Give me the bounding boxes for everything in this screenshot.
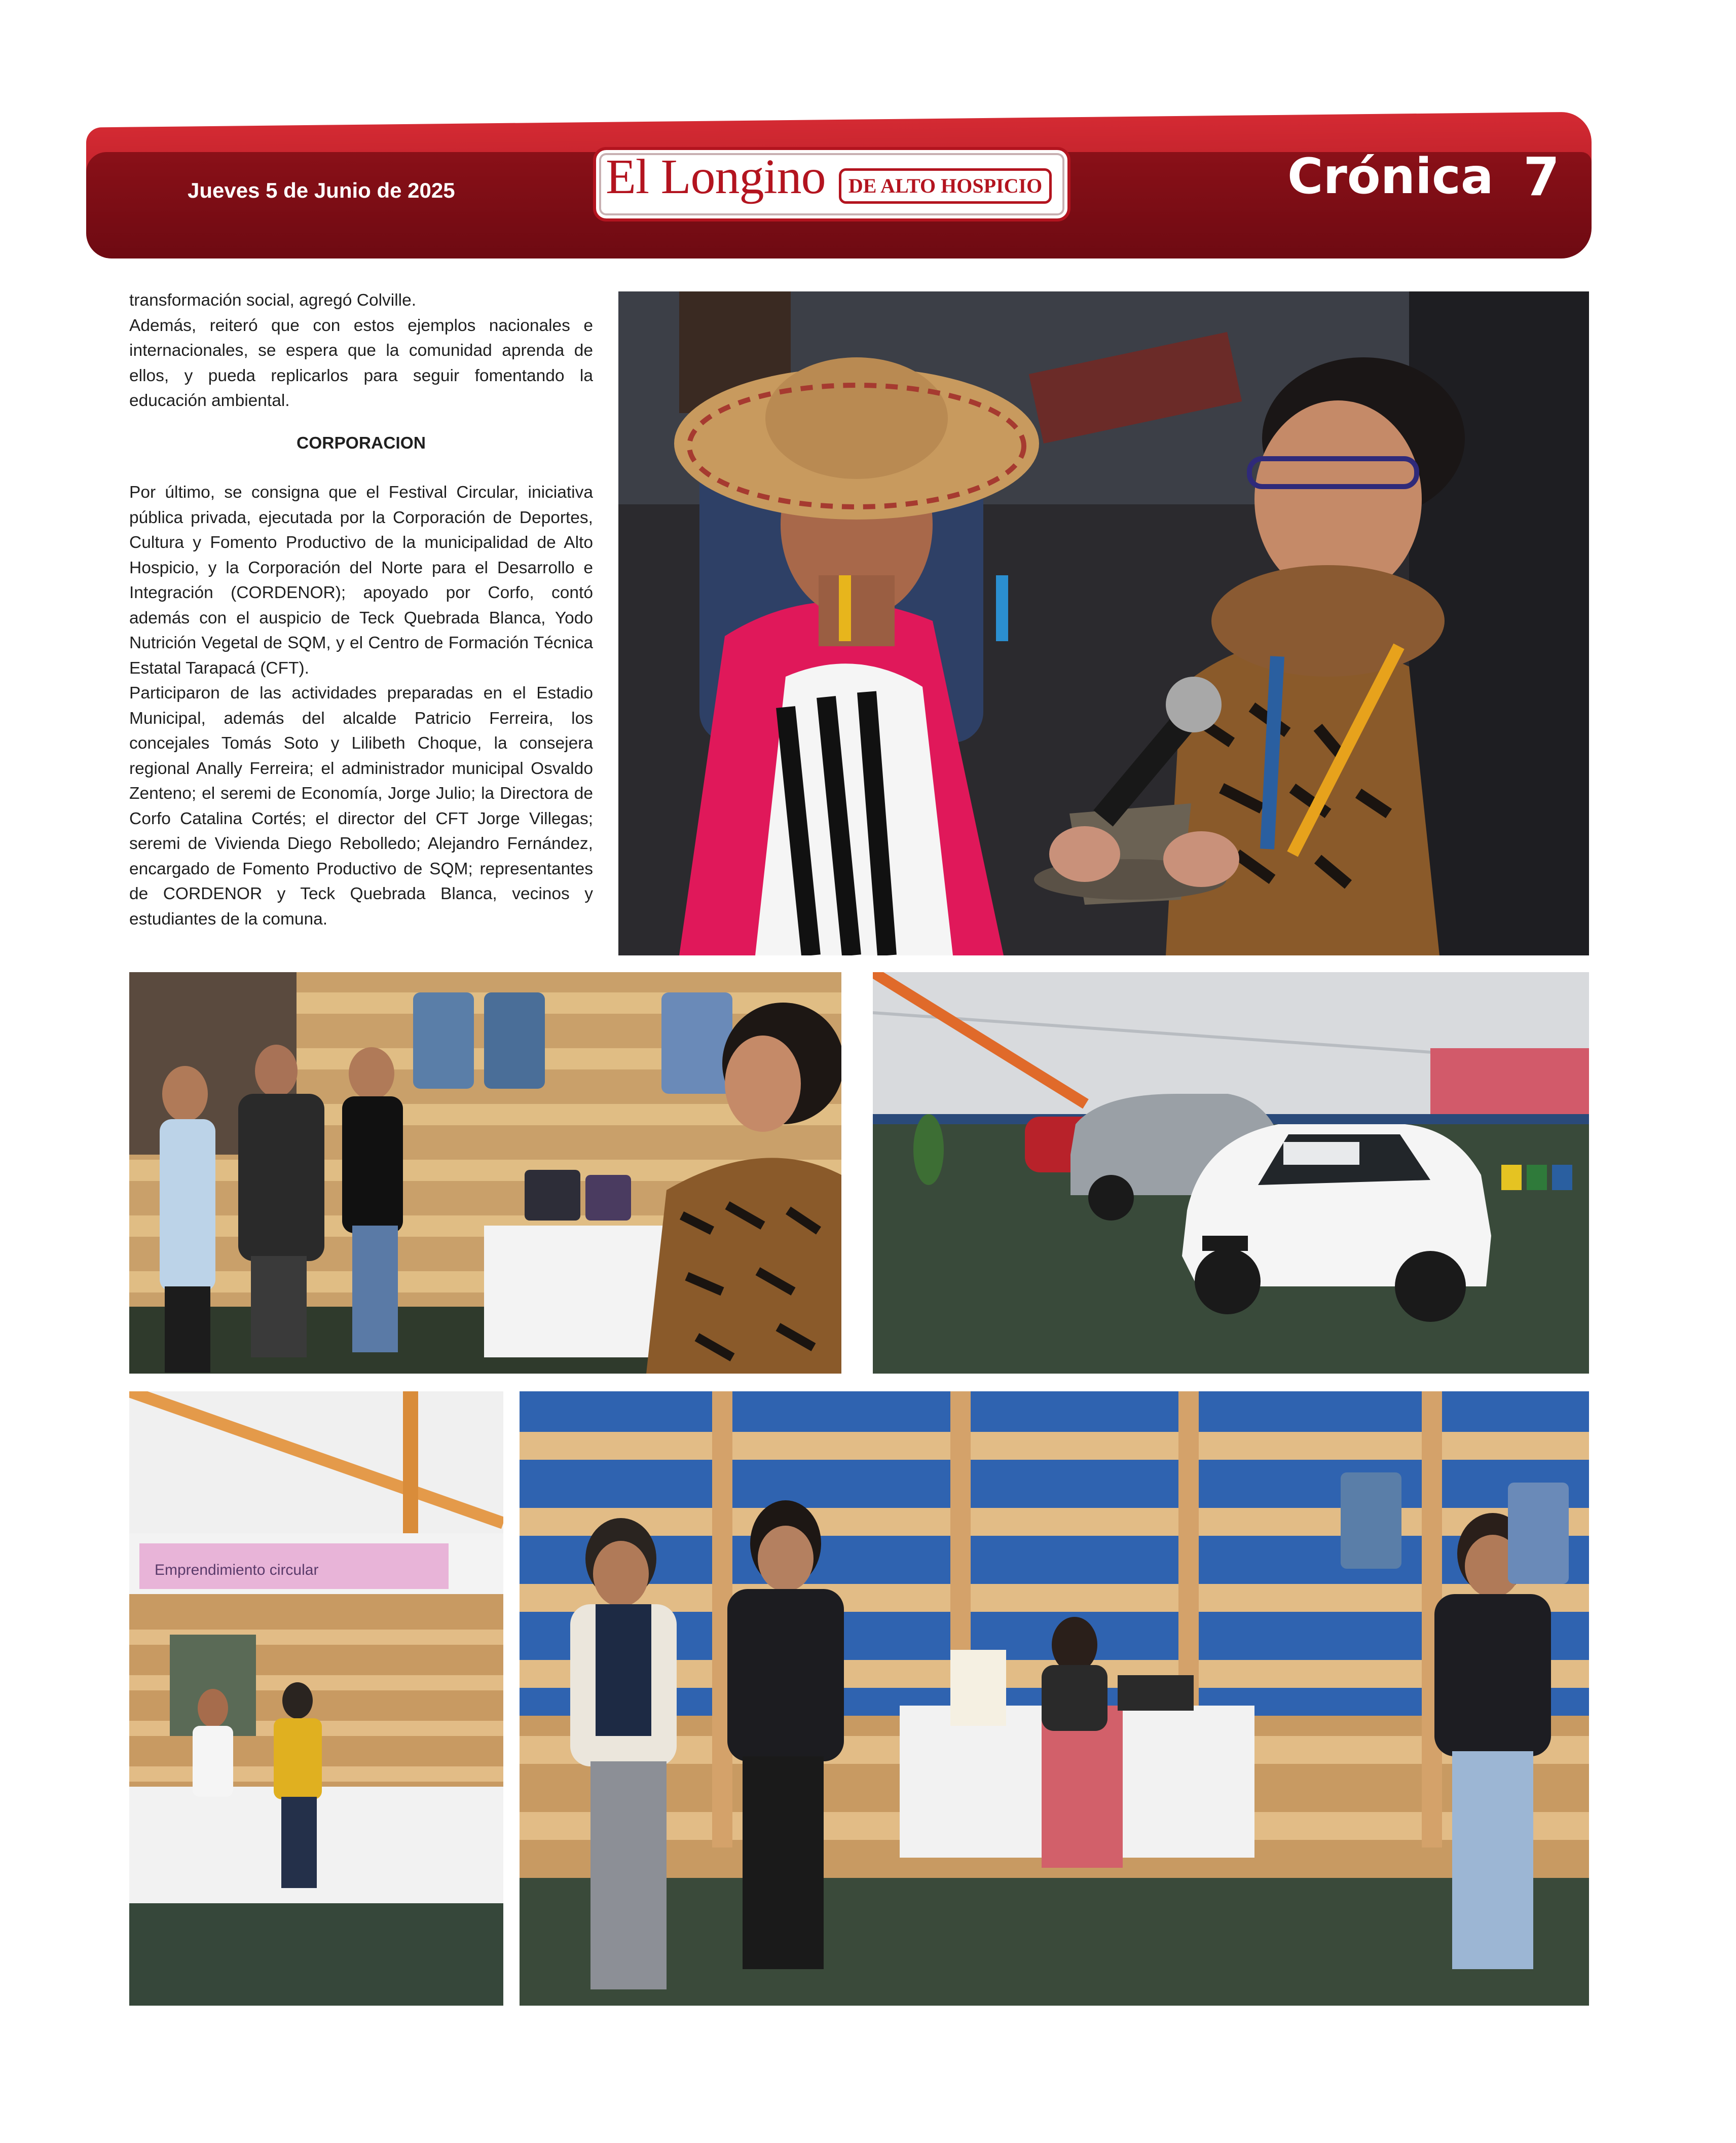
logo-subtitle: DE ALTO HOSPICIO xyxy=(839,168,1052,204)
photo-craft-stand xyxy=(129,972,841,1374)
photo-stand-team xyxy=(520,1391,1589,2006)
issue-date: Jueves 5 de Junio de 2025 xyxy=(188,178,455,202)
article-paragraph: Por último, se consigna que el Festival Circular, iniciativa pública privada, ejecutada por la Corporación de Deportes, Cultura y Fomento Productivo de la municipalidad de Alto Hospicio, y la Corporación del Norte para el Desarrollo e Integración (CORDENOR); apoyado por Corfo, contó además con el auspicio de Teck Quebrada Blanca, Yodo Nutrición Vegetal de SQM, y el Centro de Formación Técnica Estatal Tarapacá (CFT). xyxy=(129,483,593,678)
photo-tent-area xyxy=(129,1391,503,2006)
page-number: 7 xyxy=(1523,146,1560,208)
article-paragraph: Participaron de las actividades preparadas en el Estadio Municipal, además del alcalde Patricio Ferreira, los concejales Tomás Soto y Lilibeth Choque, la consejera regional Anally Ferreira; el administrador municipal Osvaldo Zenteno; el seremi de Economía, Jorge Julio; la Directora de Corfo Catalina Cortés; el director del CFT Jorge Villegas; seremi de Vivienda Diego Rebolledo; Alejandro Fernández, encargado de Fomento Productivo de SQM; representantes de CORDENOR y Teck Quebrada Blanca, vecinos y estudiantes de la comuna. xyxy=(129,684,593,929)
article-paragraph: Además, reiteró que con estos ejemplos nacionales e internacionales, se espera que la comunidad aprenda de ellos, y pueda replicarlos para seguir fomentando la educación ambiental. xyxy=(129,316,593,410)
photo-ceremony xyxy=(618,291,1589,955)
article-paragraph: transformación social, agregó Colville. xyxy=(129,291,417,310)
photo-sign-text: Emprendimiento circular xyxy=(155,1562,319,1578)
logo-title: El Longino xyxy=(606,150,826,204)
article-column xyxy=(129,288,593,932)
photo-car-exhibit xyxy=(873,972,1589,1374)
article-subhead: CORPORACION xyxy=(297,433,426,453)
section-name: Crónica xyxy=(1287,148,1494,205)
